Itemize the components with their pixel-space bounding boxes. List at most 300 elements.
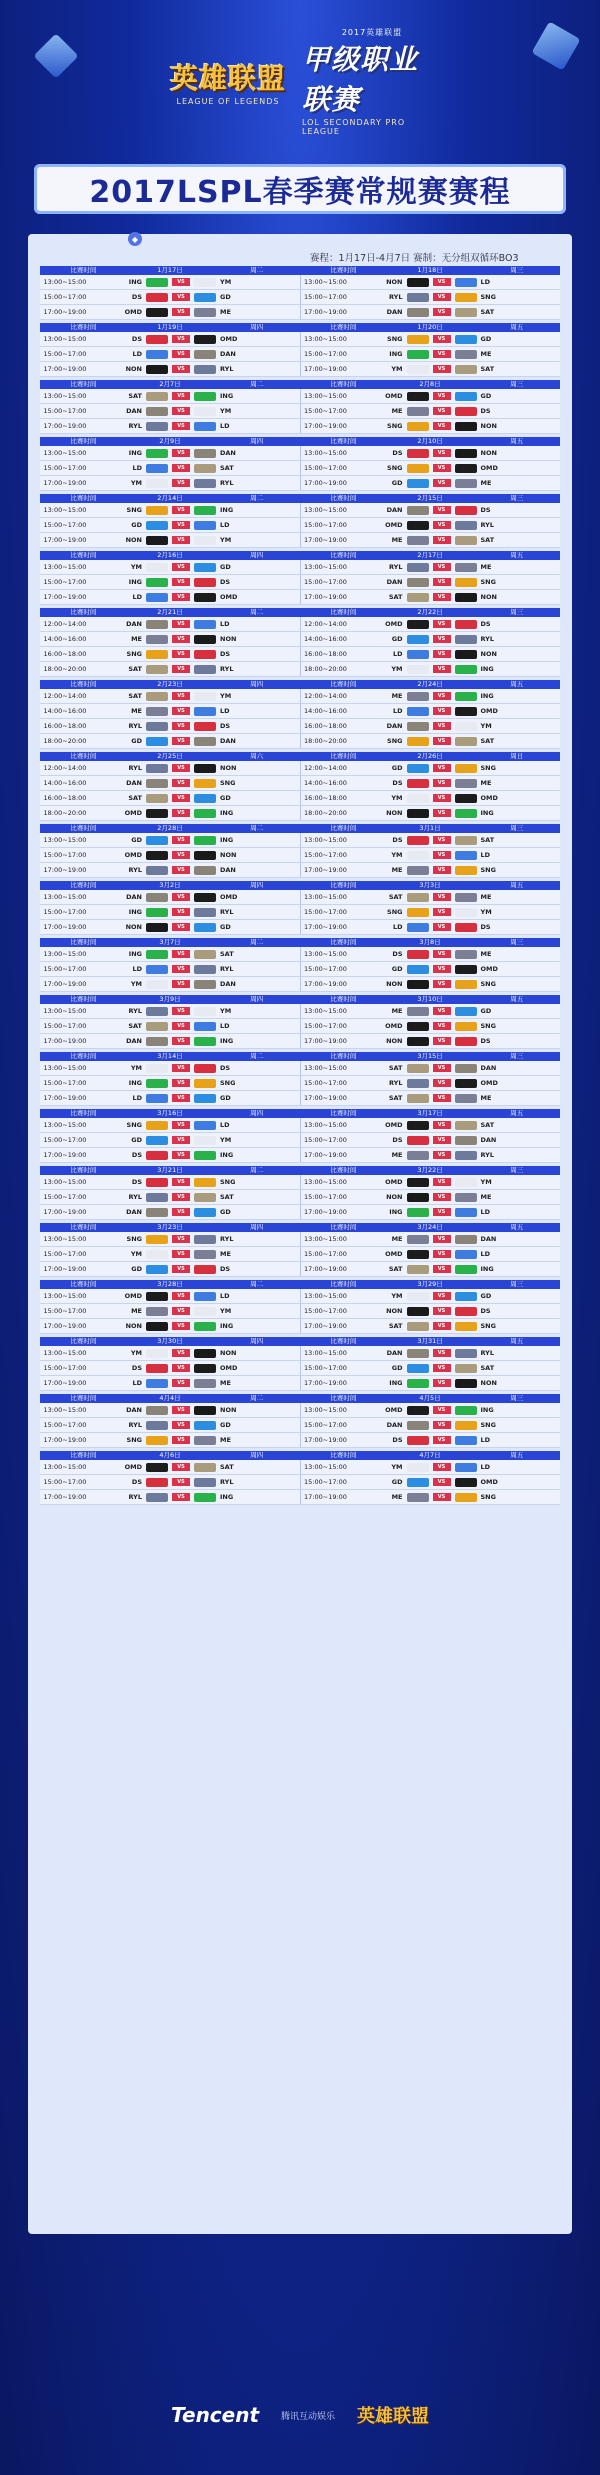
- vs-badge: VS: [172, 563, 190, 571]
- team-b-name: RYL: [220, 665, 234, 673]
- vs-badge: VS: [433, 1178, 451, 1186]
- match: [301, 305, 561, 319]
- vs-badge: VS: [172, 908, 190, 916]
- team-b-name: NON: [220, 851, 237, 859]
- team-a-logo: [407, 1478, 429, 1487]
- day-weekday: 周二: [250, 824, 264, 832]
- match-time: 13:00~15:00: [43, 836, 87, 844]
- team-b-logo: [194, 950, 216, 959]
- match-row: [40, 863, 560, 878]
- lspl-logo-sub: LOL SECONDARY PRO LEAGUE: [302, 117, 406, 136]
- team-b-logo: [194, 737, 216, 746]
- team-b-logo: [194, 1364, 216, 1373]
- match-time: 15:00~17:00: [43, 464, 87, 472]
- match-time: 17:00~19:00: [43, 536, 87, 544]
- vs-badge: VS: [433, 650, 451, 658]
- match-time: 12:00~14:00: [43, 764, 87, 772]
- day-weekday: 周六: [250, 752, 264, 760]
- vs-badge: VS: [172, 335, 190, 343]
- team-b-name: YM: [220, 1136, 232, 1144]
- match: [40, 503, 301, 517]
- team-a-name: SNG: [126, 1235, 142, 1243]
- match-time: 13:00~15:00: [304, 1235, 347, 1243]
- match-day-block: [40, 1451, 560, 1505]
- team-b-logo: [455, 1064, 477, 1073]
- time-label: 比赛时间: [70, 380, 97, 388]
- team-b-logo: [455, 464, 477, 473]
- match: [40, 1304, 301, 1318]
- vs-badge: VS: [172, 794, 190, 802]
- match-time: 15:00~17:00: [43, 1250, 87, 1258]
- time-label: 比赛时间: [70, 494, 97, 502]
- team-a-logo: [146, 950, 168, 959]
- team-b-name: ME: [480, 563, 492, 571]
- tencent-sub: 腾讯互动娱乐: [281, 2411, 336, 2422]
- match-day-block: [40, 380, 560, 434]
- day-date: 4月7日: [419, 1451, 441, 1459]
- match: [40, 1361, 301, 1375]
- vs-badge: VS: [172, 422, 190, 430]
- time-label: 比赛时间: [330, 551, 357, 559]
- team-a-logo: [407, 1349, 429, 1358]
- team-a-logo: [146, 1421, 168, 1430]
- match: [40, 1433, 301, 1447]
- day-header: [40, 680, 560, 689]
- match-time: 13:00~15:00: [43, 506, 87, 514]
- team-a-name: SNG: [387, 737, 403, 745]
- team-b-logo: [455, 737, 477, 746]
- team-a-logo: [407, 809, 429, 818]
- match-row: [40, 476, 560, 491]
- day-date: 1月18日: [417, 266, 443, 274]
- vs-badge: VS: [433, 1022, 451, 1030]
- match-row: [40, 791, 560, 806]
- day-date: 3月17日: [417, 1109, 443, 1117]
- team-b-logo: [194, 665, 216, 674]
- match: [301, 833, 561, 847]
- vs-badge: VS: [433, 1364, 451, 1372]
- team-b-logo: [194, 794, 216, 803]
- vs-badge: VS: [433, 365, 451, 373]
- match-time: 17:00~19:00: [43, 1322, 87, 1330]
- team-a-name: SAT: [388, 1064, 403, 1072]
- match-time: 13:00~15:00: [304, 1121, 347, 1129]
- team-b-logo: [194, 578, 216, 587]
- match-time: 15:00~17:00: [43, 521, 87, 529]
- match-time: 15:00~17:00: [304, 464, 347, 472]
- team-a-logo: [407, 620, 429, 629]
- match-time: 13:00~15:00: [304, 335, 347, 343]
- match: [301, 977, 561, 991]
- team-b-name: DAN: [220, 866, 236, 874]
- team-b-logo: [194, 392, 216, 401]
- team-b-name: GD: [480, 1292, 492, 1300]
- match-time: 15:00~17:00: [43, 350, 87, 358]
- team-b-name: DAN: [480, 1235, 497, 1243]
- team-b-name: NON: [220, 764, 237, 772]
- team-a-logo: [146, 479, 168, 488]
- team-b-logo: [455, 923, 477, 932]
- team-b-name: YM: [220, 278, 232, 286]
- team-b-name: SNG: [480, 293, 496, 301]
- match-day-block: [40, 266, 560, 320]
- match: [301, 947, 561, 961]
- vs-badge: VS: [433, 1265, 451, 1273]
- team-a-name: SNG: [126, 650, 142, 658]
- match-time: 13:00~15:00: [304, 893, 347, 901]
- team-b-logo: [455, 1121, 477, 1130]
- team-b-name: SNG: [480, 1421, 496, 1429]
- team-b-name: RYL: [220, 1478, 234, 1486]
- team-b-logo: [455, 422, 477, 431]
- time-label: 比赛时间: [330, 824, 357, 832]
- team-a-logo: [407, 1178, 429, 1187]
- team-b-name: SAT: [480, 1121, 495, 1129]
- day-weekday: 周五: [510, 437, 524, 445]
- match-time: 13:00~15:00: [304, 1178, 347, 1186]
- team-a-logo: [407, 449, 429, 458]
- vs-badge: VS: [433, 1094, 451, 1102]
- team-a-name: GD: [391, 479, 403, 487]
- team-a-name: DS: [131, 1151, 142, 1159]
- match-row: [40, 1133, 560, 1148]
- team-b-logo: [194, 1121, 216, 1130]
- match: [301, 275, 561, 289]
- team-a-name: ING: [389, 1208, 403, 1216]
- match-time: 18:00~20:00: [304, 737, 347, 745]
- team-b-logo: [194, 1307, 216, 1316]
- team-a-logo: [146, 794, 168, 803]
- team-a-name: RYL: [389, 293, 403, 301]
- team-a-name: NON: [386, 278, 403, 286]
- team-b-name: SAT: [480, 737, 495, 745]
- team-b-logo: [194, 1064, 216, 1073]
- match-time: 17:00~19:00: [43, 1094, 87, 1102]
- match-time: 15:00~17:00: [304, 1478, 347, 1486]
- time-label: 比赛时间: [330, 1109, 357, 1117]
- day-weekday: 周五: [510, 1451, 524, 1459]
- match-time: 14:00~16:00: [43, 635, 87, 643]
- team-b-name: RYL: [220, 365, 234, 373]
- vs-badge: VS: [172, 1151, 190, 1159]
- team-b-logo: [194, 1208, 216, 1217]
- vs-badge: VS: [172, 1265, 190, 1273]
- team-a-logo: [146, 1193, 168, 1202]
- team-a-name: SNG: [126, 1121, 142, 1129]
- match: [301, 1247, 561, 1261]
- team-a-name: ME: [391, 1007, 403, 1015]
- vs-badge: VS: [172, 1136, 190, 1144]
- match-row: [40, 419, 560, 434]
- vs-badge: VS: [172, 350, 190, 358]
- team-b-logo: [194, 851, 216, 860]
- team-b-logo: [194, 479, 216, 488]
- team-a-name: ME: [391, 866, 403, 874]
- match-time: 17:00~19:00: [304, 536, 347, 544]
- team-a-name: DAN: [126, 1037, 142, 1045]
- match-row: [40, 890, 560, 905]
- team-b-name: OMD: [220, 1364, 238, 1372]
- team-a-name: DS: [131, 335, 142, 343]
- day-date: 2月14日: [157, 494, 183, 502]
- team-b-name: LD: [480, 1436, 491, 1444]
- team-a-logo: [146, 665, 168, 674]
- match: [301, 1346, 561, 1360]
- match-time: 15:00~17:00: [304, 965, 347, 973]
- team-a-name: ING: [128, 1079, 142, 1087]
- match: [40, 632, 301, 646]
- day-header: [40, 266, 560, 275]
- day-weekday: 周二: [250, 1052, 264, 1060]
- team-b-name: DAN: [220, 737, 236, 745]
- team-b-name: SNG: [480, 1493, 496, 1501]
- team-a-logo: [407, 1121, 429, 1130]
- match: [301, 446, 561, 460]
- match-time: 17:00~19:00: [43, 308, 87, 316]
- match: [40, 533, 301, 547]
- time-label: 比赛时间: [330, 608, 357, 616]
- team-b-logo: [455, 293, 477, 302]
- vs-badge: VS: [433, 506, 451, 514]
- time-label: 比赛时间: [330, 266, 357, 274]
- day-date: 3月22日: [417, 1166, 443, 1174]
- team-a-name: NON: [125, 1322, 142, 1330]
- team-a-logo: [407, 665, 429, 674]
- match-time: 13:00~15:00: [43, 449, 87, 457]
- team-a-logo: [407, 578, 429, 587]
- team-a-logo: [407, 1064, 429, 1073]
- team-a-logo: [407, 908, 429, 917]
- match-row: [40, 617, 560, 632]
- match-row: [40, 1319, 560, 1334]
- team-b-logo: [194, 836, 216, 845]
- team-a-logo: [146, 866, 168, 875]
- match: [301, 806, 561, 820]
- match-time: 13:00~15:00: [304, 563, 347, 571]
- team-a-name: DS: [131, 1478, 142, 1486]
- day-weekday: 周三: [510, 938, 524, 946]
- lol-logo: [168, 48, 288, 114]
- time-label: 比赛时间: [330, 1166, 357, 1174]
- team-a-name: ME: [131, 1307, 142, 1315]
- match: [301, 419, 561, 433]
- time-label: 比赛时间: [70, 1109, 97, 1117]
- vs-badge: VS: [172, 836, 190, 844]
- team-a-logo: [146, 308, 168, 317]
- gem-icon: ◆: [128, 232, 142, 246]
- vs-badge: VS: [433, 392, 451, 400]
- time-label: 比赛时间: [330, 437, 357, 445]
- schedule-table: [40, 266, 560, 1508]
- team-a-logo: [407, 1235, 429, 1244]
- team-b-logo: [455, 764, 477, 773]
- day-header: [40, 1166, 560, 1175]
- team-b-name: OMD: [220, 335, 238, 343]
- team-a-name: ME: [391, 407, 403, 415]
- match-time: 13:00~15:00: [304, 1064, 347, 1072]
- day-date: 2月9日: [159, 437, 181, 445]
- match-time: 15:00~17:00: [304, 908, 347, 916]
- lol-footer-logo: 英雄联盟: [357, 2406, 430, 2427]
- day-date: 4月5日: [419, 1394, 441, 1402]
- match: [40, 1262, 301, 1276]
- match-day-block: [40, 752, 560, 821]
- match: [40, 863, 301, 877]
- team-a-logo: [407, 308, 429, 317]
- match: [301, 1004, 561, 1018]
- match-day-block: [40, 323, 560, 377]
- vs-badge: VS: [172, 650, 190, 658]
- day-weekday: 周二: [250, 1280, 264, 1288]
- team-b-logo: [194, 650, 216, 659]
- team-a-logo: [146, 1436, 168, 1445]
- team-a-name: SAT: [128, 665, 142, 673]
- team-b-name: YM: [220, 1307, 232, 1315]
- match: [301, 1205, 561, 1219]
- match-row: [40, 905, 560, 920]
- match: [40, 662, 301, 676]
- team-a-name: ME: [131, 707, 142, 715]
- day-date: 2月17日: [417, 551, 443, 559]
- time-label: 比赛时间: [330, 881, 357, 889]
- match: [40, 704, 301, 718]
- team-a-logo: [407, 1463, 429, 1472]
- match: [301, 1019, 561, 1033]
- team-b-logo: [194, 1436, 216, 1445]
- match-row: [40, 833, 560, 848]
- match: [301, 1076, 561, 1090]
- match: [40, 560, 301, 574]
- match: [301, 1175, 561, 1189]
- team-b-logo: [455, 1079, 477, 1088]
- team-b-logo: [194, 278, 216, 287]
- match-time: 15:00~17:00: [304, 1079, 347, 1087]
- vs-badge: VS: [172, 635, 190, 643]
- team-a-name: GD: [391, 1478, 403, 1486]
- match: [301, 332, 561, 346]
- day-weekday: 周四: [250, 437, 264, 445]
- team-b-logo: [455, 1037, 477, 1046]
- time-label: 比赛时间: [330, 1394, 357, 1402]
- team-b-logo: [455, 692, 477, 701]
- team-a-logo: [146, 464, 168, 473]
- vs-badge: VS: [433, 737, 451, 745]
- match-time: 15:00~17:00: [43, 1364, 87, 1372]
- match: [40, 275, 301, 289]
- match-day-block: [40, 881, 560, 935]
- team-b-logo: [194, 1037, 216, 1046]
- team-b-logo: [455, 1265, 477, 1274]
- lspl-logo-text: 甲级职业联赛: [302, 42, 419, 116]
- team-b-name: LD: [220, 1292, 230, 1300]
- team-b-name: SAT: [220, 1463, 234, 1471]
- team-a-name: RYL: [128, 1493, 142, 1501]
- team-b-name: ME: [480, 1193, 492, 1201]
- team-b-name: LD: [480, 278, 491, 286]
- match-time: 15:00~17:00: [304, 350, 347, 358]
- match-row: [40, 719, 560, 734]
- team-b-name: DS: [220, 722, 231, 730]
- team-a-logo: [146, 1493, 168, 1502]
- match-time: 13:00~15:00: [43, 1178, 87, 1186]
- vs-badge: VS: [172, 1094, 190, 1102]
- vs-badge: VS: [172, 449, 190, 457]
- team-a-name: SAT: [128, 392, 142, 400]
- vs-badge: VS: [172, 536, 190, 544]
- match-time: 15:00~17:00: [43, 1478, 87, 1486]
- vs-badge: VS: [172, 1307, 190, 1315]
- team-b-logo: [455, 392, 477, 401]
- match: [301, 575, 561, 589]
- match-time: 18:00~20:00: [43, 665, 87, 673]
- vs-badge: VS: [172, 506, 190, 514]
- team-b-logo: [455, 665, 477, 674]
- match: [40, 1019, 301, 1033]
- team-a-name: LD: [132, 350, 142, 358]
- match: [301, 347, 561, 361]
- time-label: 比赛时间: [70, 824, 97, 832]
- team-a-logo: [407, 1151, 429, 1160]
- team-a-logo: [407, 1250, 429, 1259]
- day-weekday: 周二: [250, 494, 264, 502]
- match: [40, 1034, 301, 1048]
- day-weekday: 周二: [250, 938, 264, 946]
- team-a-name: RYL: [128, 1421, 142, 1429]
- team-b-logo: [194, 1235, 216, 1244]
- match-time: 13:00~15:00: [304, 950, 347, 958]
- match-time: 13:00~15:00: [43, 392, 87, 400]
- match-time: 13:00~15:00: [304, 1463, 347, 1471]
- match: [40, 1346, 301, 1360]
- team-a-name: SAT: [388, 1265, 403, 1273]
- team-a-name: ING: [128, 278, 142, 286]
- match-day-block: [40, 995, 560, 1049]
- team-b-logo: [455, 1235, 477, 1244]
- team-b-name: ME: [220, 1250, 231, 1258]
- team-a-name: YM: [130, 1250, 142, 1258]
- team-a-logo: [407, 293, 429, 302]
- title-banner: [34, 164, 566, 214]
- team-b-name: ING: [480, 692, 494, 700]
- team-b-logo: [455, 893, 477, 902]
- day-header: [40, 995, 560, 1004]
- team-b-logo: [194, 893, 216, 902]
- team-a-name: YM: [130, 980, 142, 988]
- team-a-logo: [146, 650, 168, 659]
- team-a-name: NON: [386, 1193, 403, 1201]
- vs-badge: VS: [172, 866, 190, 874]
- day-weekday: 周三: [510, 266, 524, 274]
- match-row: [40, 332, 560, 347]
- vs-badge: VS: [172, 1178, 190, 1186]
- time-label: 比赛时间: [70, 881, 97, 889]
- day-date: 2月23日: [157, 680, 183, 688]
- match: [40, 590, 301, 604]
- day-date: 2月26日: [417, 752, 443, 760]
- match-row: [40, 1076, 560, 1091]
- team-b-name: GD: [220, 923, 231, 931]
- day-header: [40, 323, 560, 332]
- day-date: 1月17日: [157, 266, 183, 274]
- match-row: [40, 347, 560, 362]
- team-b-name: RYL: [220, 965, 234, 973]
- match: [40, 617, 301, 631]
- team-b-logo: [194, 1178, 216, 1187]
- match: [301, 503, 561, 517]
- team-b-logo: [455, 479, 477, 488]
- team-b-name: SAT: [480, 836, 495, 844]
- team-a-logo: [146, 1007, 168, 1016]
